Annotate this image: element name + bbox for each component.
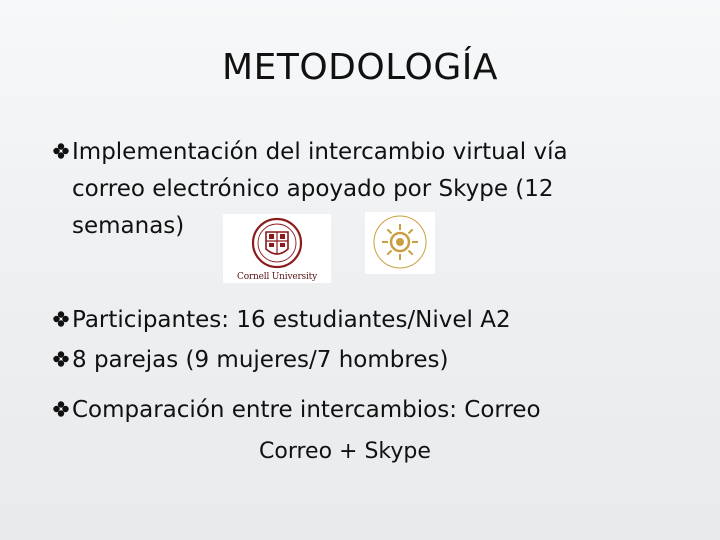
bullet-item-participants — [52, 305, 672, 336]
bullet-text-continuation: correo electrónico apoyado por Skype (12 — [72, 176, 554, 202]
diamond-bullet-icon — [52, 350, 70, 368]
universidad-de-caldas-sun-icon — [365, 212, 435, 274]
slide-title: METODOLOGÍA — [222, 47, 498, 88]
cornell-seal-icon — [223, 214, 331, 272]
universidad-de-caldas-logo — [365, 212, 435, 274]
diamond-bullet-icon — [52, 310, 70, 328]
bullet-text: 8 parejas (9 mujeres/7 hombres) — [72, 347, 449, 373]
comparison-continuation: Correo + Skype — [259, 439, 431, 464]
cornell-university-logo — [223, 214, 331, 283]
bullet-text: Implementación del intercambio virtual vía — [72, 139, 568, 165]
bullet-item-pairs — [52, 345, 672, 376]
bullet-text-continuation: semanas) — [72, 213, 185, 239]
bullet-item-comparison — [52, 395, 672, 426]
diamond-bullet-icon — [52, 142, 70, 160]
bullet-text: Comparación entre intercambios: Correo — [72, 397, 541, 423]
diamond-bullet-icon — [52, 400, 70, 418]
cornell-caption: Cornell University — [237, 272, 317, 282]
bullet-item-implementation — [52, 137, 672, 168]
bullet-text: Participantes: 16 estudiantes/Nivel A2 — [72, 307, 511, 333]
